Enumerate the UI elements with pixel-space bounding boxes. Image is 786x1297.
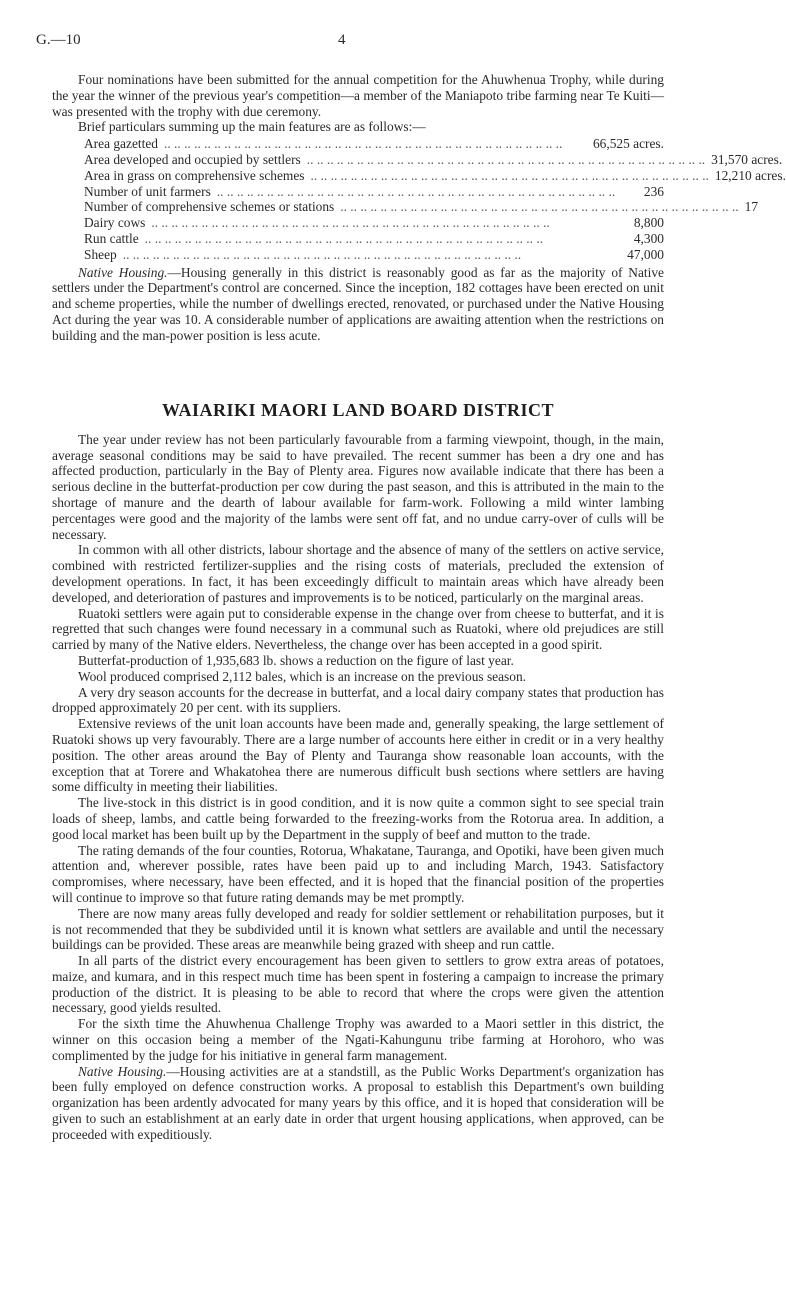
page-number: 4 bbox=[338, 32, 346, 48]
statistic-value: 236 bbox=[643, 183, 664, 199]
paragraph: Butterfat-production of 1,935,683 lb. shows a reduction on the figure of last year. bbox=[78, 652, 514, 668]
section-heading: WAIARIKI MAORI LAND BOARD DISTRICT bbox=[161, 400, 555, 420]
paragraph: In all parts of the district every encouragement has been given to settlers to grow extra areas of potatoes, maize, and kumara, and in this respect much time has been spent in fostering a campaign to increase the primary production of the district. It is pleasing to be able to record that where the crops were given the attention necessary, good yields resulted. bbox=[52, 953, 664, 1016]
paragraph-text: —Housing activities are at a standstill, as the Public Works Department's organization has been fully employed on defence construction works. A proposal to establish this Department's own building organization has been ardently advocated for many years by this office, and it is hoped that consideration will be given to such an establishment at an early date in order that urgent housing applications, when approved, can be proceeded with expeditiously. bbox=[52, 1063, 664, 1142]
section-body bbox=[52, 432, 664, 1064]
leader-dots: .. .. .. .. .. .. .. .. .. .. .. .. .. .. .. .. .. .. .. .. .. .. .. .. .. .. .. .. .. .. .. .. .. .. .. .. .. .. .. .. bbox=[306, 151, 706, 167]
statistic-value: 17 bbox=[744, 199, 759, 215]
paragraph: Brief particulars summing up the main features are as follows:— bbox=[78, 119, 426, 135]
section-waiariki bbox=[52, 400, 664, 1143]
statistic-label: Area in grass on comprehensive schemes bbox=[84, 167, 305, 183]
leader-dots: .. .. .. .. .. .. .. .. .. .. .. .. .. .. .. .. .. .. .. .. .. .. .. .. .. .. .. .. .. .. .. .. .. .. .. .. .. .. .. .. bbox=[163, 136, 563, 152]
leader-dots: .. .. .. .. .. .. .. .. .. .. .. .. .. .. .. .. .. .. .. .. .. .. .. .. .. .. .. .. .. .. .. .. .. .. .. .. .. .. .. .. bbox=[122, 246, 522, 262]
statistics-table bbox=[52, 136, 786, 262]
leader-dots: .. .. .. .. .. .. .. .. .. .. .. .. .. .. .. .. .. .. .. .. .. .. .. .. .. .. .. .. .. .. .. .. .. .. .. .. .. .. .. .. bbox=[216, 183, 616, 199]
paragraph: Ruatoki settlers were again put to considerable expense in the change over from cheese to butterfat, and it is regretted that such changes were found necessary in a communal such as Ruatoki, where old prejudices are still carried by many of the Native elders. Nevertheless, the change over has been accepted in a good spirit. bbox=[52, 605, 664, 653]
report-reference: G.—10 bbox=[36, 32, 81, 48]
statistic-row bbox=[52, 151, 783, 168]
statistic-row bbox=[52, 215, 664, 231]
statistic-value: 8,800 bbox=[633, 215, 664, 231]
statistic-label: Area gazetted bbox=[84, 136, 158, 152]
statistic-row bbox=[52, 136, 664, 152]
paragraph: For the sixth time the Ahuwhenua Challenge Trophy was awarded to a Maori settler in this district, the winner on this occasion being a member of the Ngati-Kahungunu tribe farming at Horohoro, who was complimented by the judge for his initiative in general farm management. bbox=[52, 1016, 664, 1063]
paragraph: Four nominations have been submitted for the annual competition for the Ahuwhenua Trophy, while during the year the winner of the previous year's competition—a member of the Maniapoto tribe farming near Te Kuiti—was presented with the trophy with due ceremony. bbox=[52, 72, 664, 119]
paragraph bbox=[52, 1064, 664, 1143]
statistic-label: Sheep bbox=[84, 246, 117, 262]
paragraph: The year under review has not been particularly favourable from a farming viewpoint, though, in the main, average seasonal conditions may be said to have prevailed. The recent summer has been a dry one and has affected production, particularly in the Bay of Plenty area. Figures now available indicate that there has been a serious decline in the butterfat-production per cow during the past season, and this is attributed in the main to the shortage of manure and the dearth of labour available for farm-work. Following a mild winter lambing percentages were good and the majority of the lambs were sent off fat, and no undue carry-over of culls will be necessary. bbox=[52, 431, 664, 542]
statistic-value: 47,000 bbox=[627, 246, 664, 262]
leader-dots: .. .. .. .. .. .. .. .. .. .. .. .. .. .. .. .. .. .. .. .. .. .. .. .. .. .. .. .. .. .. .. .. .. .. .. .. .. .. .. .. bbox=[340, 199, 739, 215]
paragraph-text: —Housing generally in this district is reasonably good as far as the majority of Native settlers under the Department's control are concerned. Since the inception, 182 cottages have been erected on unit and scheme properties, while the number of dwellings erected, renovated, or purchased under the Native Housing Act during the year was 10. A considerable number of applications are awaiting attention when the restrictions on building and the man-power position is less acute. bbox=[52, 264, 664, 343]
paragraph: The live-stock in this district is in good condition, and it is now quite a common sight to see special train loads of sheep, lambs, and cattle being forwarded to the freezing-works from the Rotorua area. In addition, a good local market has been built up by the Department in the supply of beef and mutton to the trade. bbox=[52, 795, 664, 842]
paragraph: In common with all other districts, labour shortage and the absence of many of the settlers on active service, combined with restricted fertilizer-supplies and the rising costs of materials, precluded the extension of development operations. In fact, it has been exceedingly difficult to maintain areas which have already been developed, and deterioration of pastures and improvements is to be noticed, particularly on the marginal areas. bbox=[52, 542, 664, 605]
paragraph: The rating demands of the four counties, Rotorua, Whakatane, Tauranga, and Opotiki, have been given much attention and, wherever possible, rates have been paid up to and including March, 1943. Satisfactory compromises, where necessary, have been effected, and it is hoped that the financial position of the properties will continue to improve so that future rating demands may be met promptly. bbox=[52, 842, 664, 905]
statistic-row bbox=[52, 199, 759, 215]
paragraph bbox=[52, 265, 664, 344]
statistic-label: Dairy cows bbox=[84, 215, 146, 231]
leader-dots: .. .. .. .. .. .. .. .. .. .. .. .. .. .. .. .. .. .. .. .. .. .. .. .. .. .. .. .. .. .. .. .. .. .. .. .. .. .. .. .. bbox=[310, 167, 709, 183]
statistic-label: Area developed and occupied by settlers bbox=[84, 151, 301, 167]
paragraph: A very dry season accounts for the decrease in butterfat, and a local dairy company states that production has dropped approximately 20 per cent. with its suppliers. bbox=[52, 684, 664, 716]
paragraph: Wool produced comprised 2,112 bales, which is an increase on the previous season. bbox=[78, 668, 527, 684]
statistic-label: Number of comprehensive schemes or stations bbox=[84, 199, 335, 215]
leader-dots: .. .. .. .. .. .. .. .. .. .. .. .. .. .. .. .. .. .. .. .. .. .. .. .. .. .. .. .. .. .. .. .. .. .. .. .. .. .. .. .. bbox=[151, 215, 550, 231]
statistic-value: 12,210 acres. bbox=[714, 167, 786, 183]
statistic-value: 31,570 acres. bbox=[711, 151, 783, 167]
statistic-label: Run cattle bbox=[84, 230, 139, 246]
statistic-value: 66,525 acres. bbox=[592, 136, 664, 152]
statistic-row bbox=[52, 167, 786, 184]
statistic-label: Number of unit farmers bbox=[84, 183, 211, 199]
subheading: Native Housing. bbox=[78, 1063, 167, 1079]
statistic-value: 4,300 bbox=[633, 230, 664, 246]
statistic-row bbox=[52, 231, 664, 247]
section-previous-district bbox=[52, 72, 786, 344]
statistic-row bbox=[52, 247, 664, 263]
paragraph: Extensive reviews of the unit loan accounts have been made and, generally speaking, the large settlement of Ruatoki shows up very favourably. There are a large number of accounts here either in credit or in a very healthy position. The other areas around the Bay of Plenty and Tauranga show reasonable loan accounts, with the exception that at Torere and Whakatohea there are numerous difficult bush sections where settlers are having some difficulty in meeting their liabilities. bbox=[52, 716, 664, 795]
paragraph: There are now many areas fully developed and ready for soldier settlement or rehabilitation purposes, but it is not recommended that they be subdivided until it is known what settlers are available and until the necessary buildings can be provided. These areas are meanwhile being grazed with sheep and run cattle. bbox=[52, 905, 664, 953]
subheading: Native Housing. bbox=[78, 264, 168, 280]
statistic-row bbox=[52, 184, 664, 200]
leader-dots: .. .. .. .. .. .. .. .. .. .. .. .. .. .. .. .. .. .. .. .. .. .. .. .. .. .. .. .. .. .. .. .. .. .. .. .. .. .. .. .. bbox=[144, 230, 544, 246]
